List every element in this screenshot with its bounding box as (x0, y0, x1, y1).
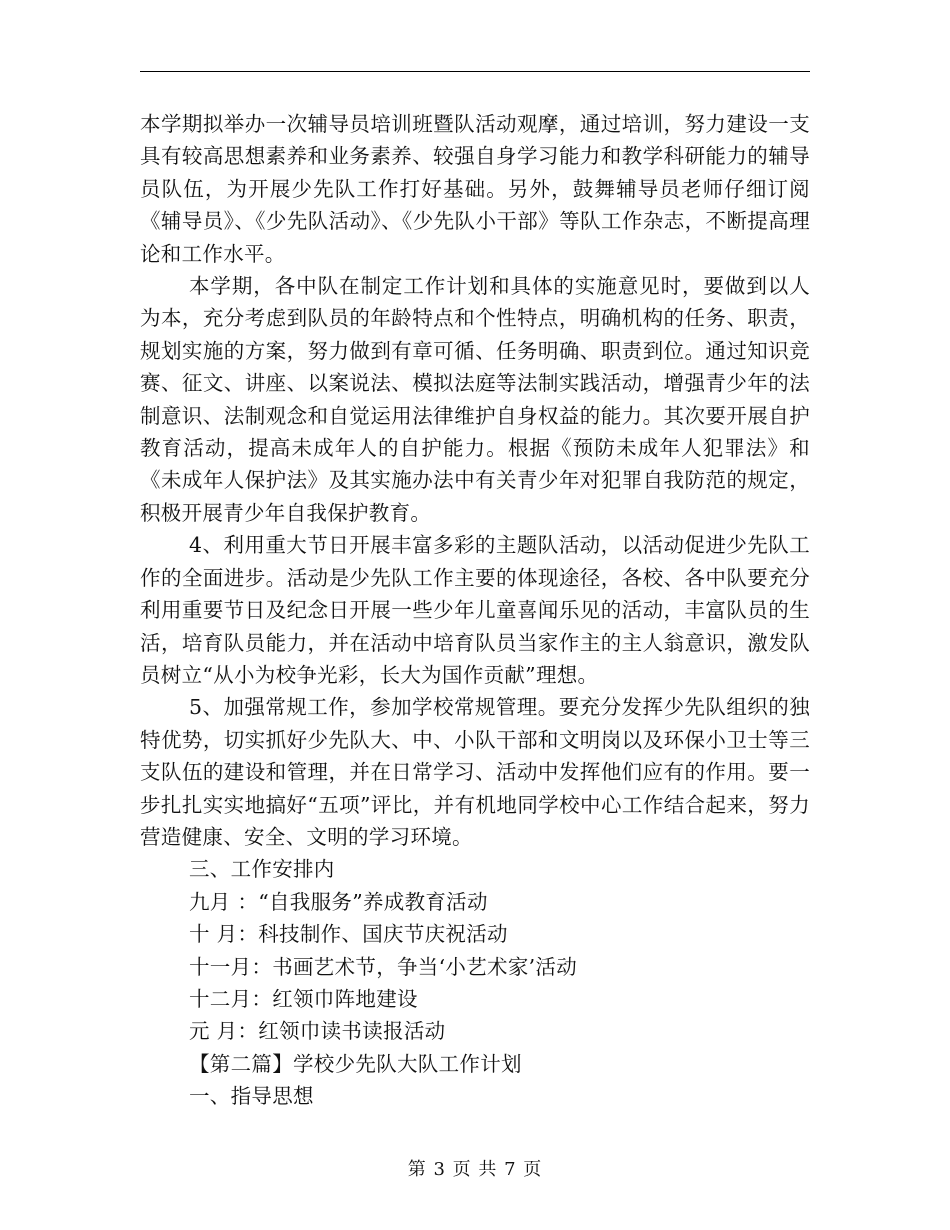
schedule-october: 十 月：科技制作、国庆节庆祝活动 (189, 922, 508, 947)
page-number: 第 3 页 共 7 页 (407, 1159, 543, 1180)
document-body (140, 108, 810, 1113)
paragraph-routine-work: 5、加强常规工作，参加学校常规管理。要充分发挥少先队组织的独特优势，切实抓好少先队大、中、小队干部和文明岗以及环保小卫士等三支队伍的建设和管理，并在日常学习、活动中发挥他们应有的作用。要一步扎扎实实地搞好“五项”评比，并有机地同学校中心工作结合起来，努力营造健康、安全、文明的学习环境。 (140, 695, 810, 849)
schedule-september: 九月 ：“自我服务”养成教育活动 (189, 889, 488, 914)
paragraph-planning: 本学期，各中队在制定工作计划和具体的实施意见时，要做到以人为本，充分考虑到队员的年龄特点和个性特点，明确机构的任务、职责，规划实施的方案，努力做到有章可循、任务明确、职责到位。通过知识竞赛、征文、讲座、以案说法、模拟法庭等法制实践活动，增强青少年的法制意识、法制观念和自觉运用法律维护自身权益的能力。其次要开展自护教育活动，提高未成年人的自护能力。根据《预防未成年人犯罪法》和《未成年人保护法》及其实施办法中有关青少年对犯罪自我防范的规定，积极开展青少年自我保护教育。 (140, 274, 810, 525)
header-rule (140, 71, 810, 72)
chapter-title-second: 【第二篇】学校少先队大队工作计划 (189, 1051, 522, 1076)
schedule-november: 十一月：书画艺术节，争当‘小艺术家’活动 (189, 954, 578, 979)
paragraph-training: 本学期拟举办一次辅导员培训班暨队活动观摩，通过培训，努力建设一支具有较高思想素养和业务素养、较强自身学习能力和教学科研能力的辅导员队伍，为开展少先队工作打好基础。另外，鼓舞辅导员老师仔细订阅《辅导员》、《少先队活动》、《少先队小干部》等队工作杂志，不断提高理论和工作水平。 (140, 112, 810, 266)
schedule-december: 十二月：红领巾阵地建设 (189, 986, 418, 1011)
section-heading-schedule: 三、工作安排内 (189, 857, 335, 882)
schedule-january: 元 月：红领巾读书读报活动 (189, 1019, 446, 1044)
section-heading-guiding-thought: 一、指导思想 (189, 1084, 314, 1109)
paragraph-festival-activities: 4、利用重大节日开展丰富多彩的主题队活动，以活动促进少先队工作的全面进步。活动是少先队工作主要的体现途径，各校、各中队要充分利用重要节日及纪念日开展一些少年儿童喜闻乐见的活动，丰富队员的生活，培育队员能力，并在活动中培育队员当家作主的主人翁意识，激发队员树立“从小为校争光彩，长大为国作贡献”理想。 (140, 533, 810, 687)
